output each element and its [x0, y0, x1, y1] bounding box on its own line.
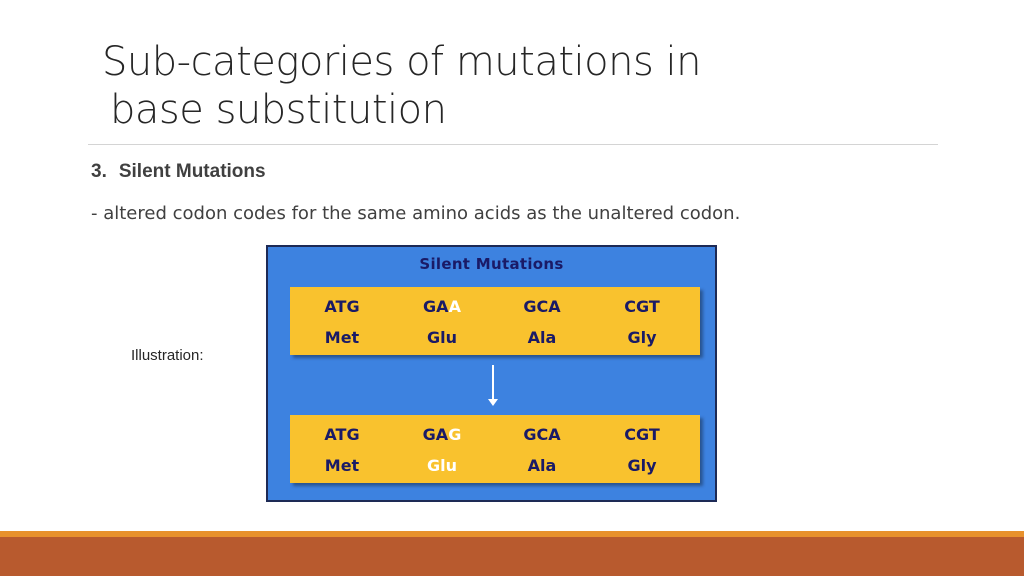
- slide-title: [102, 38, 882, 134]
- original-codon-1: ATG: [324, 297, 360, 316]
- mutated-amino-acid-4: Gly: [627, 456, 657, 475]
- mutated-codon-2: GAG: [422, 425, 462, 444]
- original-codon-4: CGT: [624, 297, 660, 316]
- original-changed-base: A: [448, 297, 461, 316]
- original-codon-2: GAA: [423, 297, 461, 316]
- original-amino-acid-3: Ala: [527, 328, 557, 347]
- footer-bar: [0, 537, 1024, 576]
- mutated-codon-4: CGT: [624, 425, 660, 444]
- mutated-amino-acid-3: Ala: [527, 456, 557, 475]
- mutated-amino-acid-2: Glu: [426, 456, 457, 475]
- mutated-codon-1: ATG: [324, 425, 360, 444]
- figure-title: Silent Mutations: [419, 255, 564, 273]
- title-line-2: base substitution: [110, 87, 447, 133]
- subheading-text: Silent Mutations: [118, 161, 266, 182]
- title-divider: [88, 144, 938, 145]
- original-amino-acid-2: Glu: [426, 328, 457, 347]
- mutated-codon-3: GCA: [523, 425, 561, 444]
- arrow-head-icon: [488, 399, 498, 406]
- illustration-label: Illustration:: [131, 347, 204, 364]
- subheading: [91, 160, 266, 184]
- original-amino-acid-4: Gly: [627, 328, 657, 347]
- silent-mutations-figure: [266, 245, 717, 502]
- mutated-changed-base: G: [448, 425, 462, 444]
- description-text: - altered codon codes for the same amino acids as the unaltered codon.: [91, 203, 741, 224]
- subheading-number: 3.: [91, 161, 107, 182]
- original-sequence-panel: [290, 287, 700, 355]
- original-codon-3: GCA: [523, 297, 561, 316]
- original-amino-acid-1: Met: [324, 328, 360, 347]
- mutated-amino-acid-1: Met: [324, 456, 360, 475]
- title-line-1: Sub-categories of mutations in: [102, 39, 701, 85]
- down-arrow-icon: [492, 365, 494, 401]
- mutated-sequence-panel: [290, 415, 700, 483]
